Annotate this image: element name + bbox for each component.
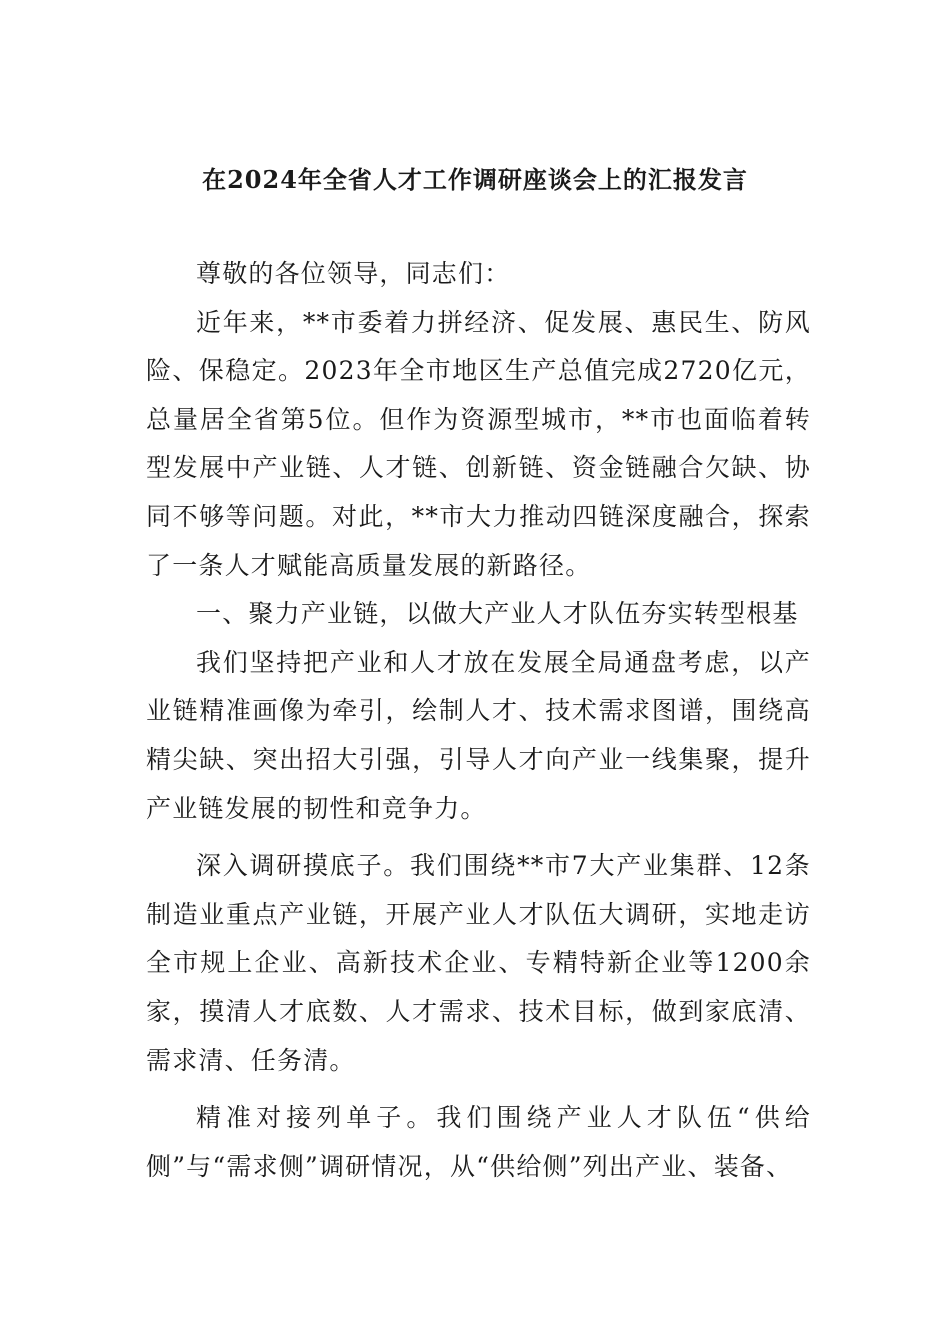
- intro-paragraph: 近年来，**市委着力拼经济、促发展、惠民生、防风险、保稳定。2023年全市地区生产总值完成2720亿元，总量居全省第5位。但作为资源型城市，**市也面临着转型发展中产业链、人才链、创新链、资金链融合欠缺、协同不够等问题。对此，**市大力推动四链深度融合，探索了一条人才赋能高质量发展的新路径。: [146, 307, 811, 580]
- body-paragraph: 我们坚持把产业和人才放在发展全局通盘考虑，以产业链精准画像为牵引，绘制人才、技术需求图谱，围绕高精尖缺、突出招大引强，引导人才向产业一线集聚，提升产业链发展的韧性和竞争力。: [146, 647, 811, 823]
- body-paragraph: 精准对接列单子。我们围绕产业人才队伍“供给侧”与“需求侧”调研情况，从“供给侧”列出产业、装备、: [146, 1103, 811, 1181]
- document-body: [146, 250, 811, 1191]
- section-heading-1: 一、聚力产业链，以做大产业人才队伍夯实转型根基: [196, 599, 799, 629]
- salutation-paragraph: 尊敬的各位领导，同志们：: [196, 259, 511, 288]
- body-paragraph: 深入调研摸底子。我们围绕**市7大产业集群、12条制造业重点产业链，开展产业人才队伍大调研，实地走访全市规上企业、高新技术企业、专精特新企业等1200余家，摸清人才底数、人才需求、技术目标，做到家底清、需求清、任务清。: [146, 851, 811, 1075]
- document-title: 在2024年全省人才工作调研座谈会上的汇报发言: [202, 165, 748, 194]
